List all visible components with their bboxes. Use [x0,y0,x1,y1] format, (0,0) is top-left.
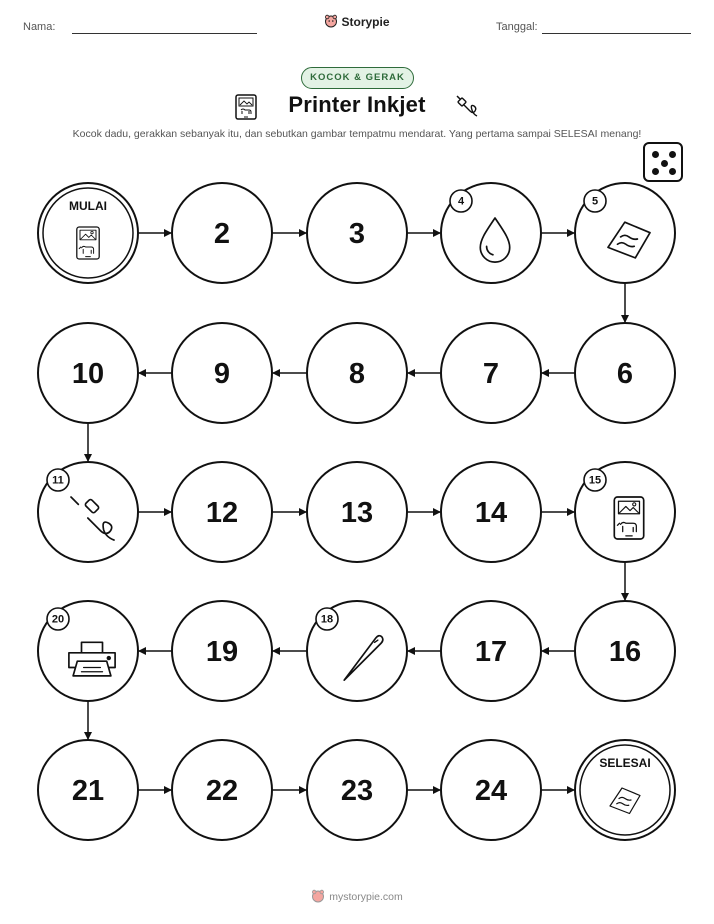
footer [0,889,714,903]
space-number: 4 [457,195,465,208]
board-space-16[interactable] [575,601,675,701]
start-label: MULAI [69,199,107,213]
space-number: 21 [71,775,105,807]
board-space-3[interactable] [307,183,407,283]
space-number: 19 [205,636,239,668]
space-number: 9 [213,358,231,390]
space-number: 17 [474,636,508,668]
board-space-8[interactable] [307,323,407,423]
board-space-11[interactable] [38,462,138,562]
board-space-4[interactable] [441,183,541,283]
board-space-22[interactable] [172,740,272,840]
space-number: 11 [52,474,64,487]
space-number: 5 [591,195,599,208]
instructions: Kocok dadu, gerakkan sebanyak itu, dan sebutkan gambar tempatmu mendarat. Yang pertama sampai SELESAI menang! [72,128,642,140]
space-number: 8 [348,358,366,390]
space-number: 3 [348,218,366,250]
space-number: 2 [213,218,231,250]
board-space-25[interactable] [575,740,675,840]
footer-url[interactable]: mystorypie.com [329,891,403,903]
space-number: 23 [340,775,374,807]
space-number: 6 [616,358,634,390]
board-space-12[interactable] [172,462,272,562]
date-label: Tanggal: [496,21,538,33]
board-space-14[interactable] [441,462,541,562]
category-badge: KOCOK & GERAK [301,67,414,89]
board-space-21[interactable] [38,740,138,840]
space-number: 18 [320,613,334,626]
page-title: Printer Inkjet [288,92,426,117]
board-space-2[interactable] [172,183,272,283]
space-number: 14 [474,497,508,529]
space-number: 16 [608,636,642,668]
space-number: 10 [71,358,105,390]
space-number: 22 [205,775,239,807]
board-space-5[interactable] [575,183,675,283]
board-space-9[interactable] [172,323,272,423]
board-space-23[interactable] [307,740,407,840]
space-number: 24 [474,775,508,807]
board-space-19[interactable] [172,601,272,701]
board-space-1[interactable] [38,183,138,283]
space-number: 7 [482,358,500,390]
space-number: 12 [205,497,239,529]
tablet-photo-icon [77,227,99,259]
board-space-7[interactable] [441,323,541,423]
board-space-6[interactable] [575,323,675,423]
storypie-logo-icon [311,889,325,903]
space-number: 15 [588,474,602,487]
board-space-13[interactable] [307,462,407,562]
board-space-17[interactable] [441,601,541,701]
tablet-photo-icon [614,497,643,539]
name-label: Nama: [23,21,56,33]
space-number: 20 [51,613,65,626]
space-number: 13 [340,497,374,529]
board-space-20[interactable] [38,601,138,701]
board-space-24[interactable] [441,740,541,840]
finish-label: SELESAI [599,756,651,770]
board-space-10[interactable] [38,323,138,423]
brand-name: Storypie [341,15,390,29]
board-space-15[interactable] [575,462,675,562]
board-space-18[interactable] [307,601,407,701]
